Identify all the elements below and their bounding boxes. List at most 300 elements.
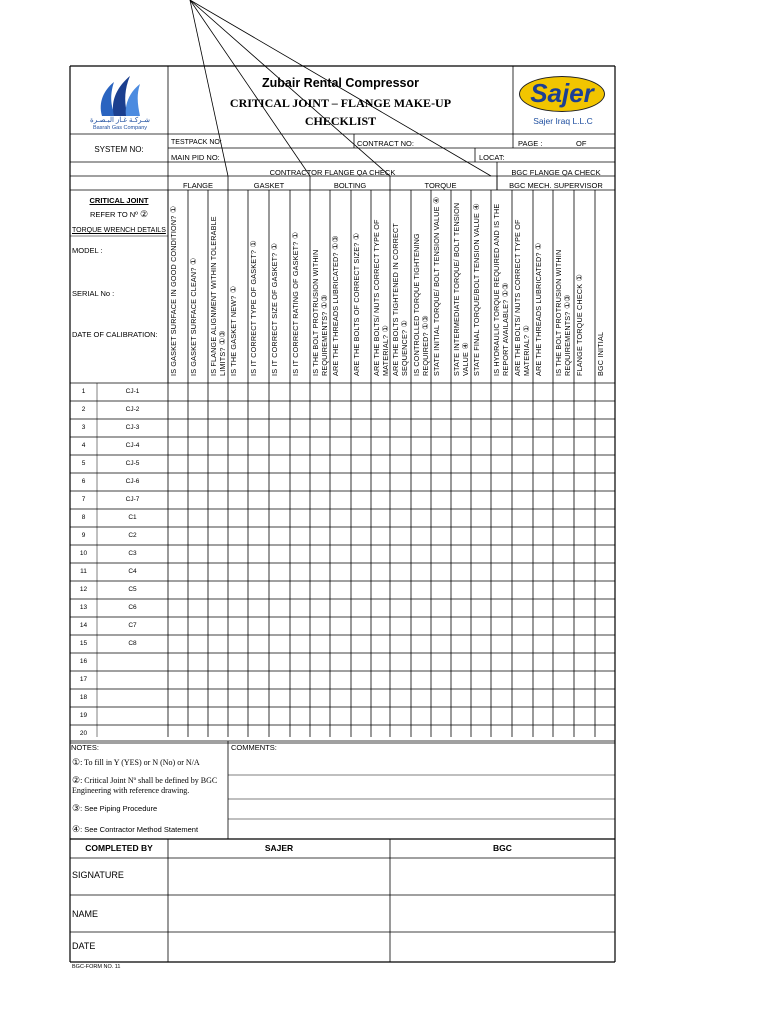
- check-cell[interactable]: [331, 600, 350, 616]
- check-cell[interactable]: [452, 456, 470, 472]
- check-cell[interactable]: [311, 546, 329, 562]
- check-cell[interactable]: [412, 474, 430, 490]
- check-cell[interactable]: [492, 492, 511, 508]
- check-cell[interactable]: [432, 582, 450, 598]
- check-cell[interactable]: [249, 600, 268, 616]
- check-cell[interactable]: [412, 618, 430, 634]
- check-cell[interactable]: [575, 600, 594, 616]
- check-cell[interactable]: [432, 654, 450, 670]
- check-cell[interactable]: [452, 726, 470, 742]
- check-cell[interactable]: [169, 690, 187, 706]
- check-cell[interactable]: [352, 492, 370, 508]
- check-cell[interactable]: [412, 672, 430, 688]
- check-cell[interactable]: [209, 726, 227, 742]
- check-cell[interactable]: [352, 474, 370, 490]
- check-cell[interactable]: [391, 726, 410, 742]
- check-cell[interactable]: [412, 708, 430, 724]
- check-cell[interactable]: [534, 618, 552, 634]
- check-cell[interactable]: [596, 384, 614, 400]
- check-cell[interactable]: [492, 474, 511, 490]
- check-cell[interactable]: [575, 456, 594, 472]
- check-cell[interactable]: [412, 564, 430, 580]
- check-cell[interactable]: [331, 726, 350, 742]
- check-cell[interactable]: [229, 726, 247, 742]
- check-cell[interactable]: [513, 690, 532, 706]
- check-cell[interactable]: [412, 402, 430, 418]
- check-cell[interactable]: [189, 474, 207, 490]
- check-cell[interactable]: [432, 618, 450, 634]
- check-cell[interactable]: [391, 672, 410, 688]
- check-cell[interactable]: [432, 474, 450, 490]
- check-cell[interactable]: [554, 528, 573, 544]
- check-cell[interactable]: [209, 456, 227, 472]
- check-cell[interactable]: [291, 438, 309, 454]
- bgc-date-field[interactable]: [391, 932, 614, 960]
- check-cell[interactable]: [249, 384, 268, 400]
- check-cell[interactable]: [169, 492, 187, 508]
- check-cell[interactable]: [452, 582, 470, 598]
- check-cell[interactable]: [189, 672, 207, 688]
- check-cell[interactable]: [534, 546, 552, 562]
- check-cell[interactable]: [189, 636, 207, 652]
- check-cell[interactable]: [472, 690, 490, 706]
- check-cell[interactable]: [331, 708, 350, 724]
- check-cell[interactable]: [331, 402, 350, 418]
- check-cell[interactable]: [249, 420, 268, 436]
- check-cell[interactable]: [209, 654, 227, 670]
- check-cell[interactable]: [372, 600, 389, 616]
- check-cell[interactable]: [575, 690, 594, 706]
- check-cell[interactable]: [270, 726, 289, 742]
- check-cell[interactable]: [432, 384, 450, 400]
- check-cell[interactable]: [432, 546, 450, 562]
- check-cell[interactable]: [189, 726, 207, 742]
- check-cell[interactable]: [596, 600, 614, 616]
- check-cell[interactable]: [372, 384, 389, 400]
- check-cell[interactable]: [472, 654, 490, 670]
- check-cell[interactable]: [472, 510, 490, 526]
- check-cell[interactable]: [189, 690, 207, 706]
- check-cell[interactable]: [391, 600, 410, 616]
- check-cell[interactable]: [189, 564, 207, 580]
- check-cell[interactable]: [291, 636, 309, 652]
- check-cell[interactable]: [534, 510, 552, 526]
- check-cell[interactable]: [270, 528, 289, 544]
- check-cell[interactable]: [270, 636, 289, 652]
- check-cell[interactable]: [270, 672, 289, 688]
- check-cell[interactable]: [311, 708, 329, 724]
- check-cell[interactable]: [189, 600, 207, 616]
- check-cell[interactable]: [229, 384, 247, 400]
- check-cell[interactable]: [596, 474, 614, 490]
- check-cell[interactable]: [249, 726, 268, 742]
- check-cell[interactable]: [249, 636, 268, 652]
- check-cell[interactable]: [575, 492, 594, 508]
- check-cell[interactable]: [596, 618, 614, 634]
- check-cell[interactable]: [270, 708, 289, 724]
- check-cell[interactable]: [291, 528, 309, 544]
- check-cell[interactable]: [352, 636, 370, 652]
- check-cell[interactable]: [209, 474, 227, 490]
- check-cell[interactable]: [311, 420, 329, 436]
- check-cell[interactable]: [249, 564, 268, 580]
- check-cell[interactable]: [249, 474, 268, 490]
- check-cell[interactable]: [432, 708, 450, 724]
- check-cell[interactable]: [311, 690, 329, 706]
- check-cell[interactable]: [189, 492, 207, 508]
- check-cell[interactable]: [189, 456, 207, 472]
- check-cell[interactable]: [575, 510, 594, 526]
- check-cell[interactable]: [534, 636, 552, 652]
- check-cell[interactable]: [412, 492, 430, 508]
- check-cell[interactable]: [554, 384, 573, 400]
- check-cell[interactable]: [391, 690, 410, 706]
- check-cell[interactable]: [412, 438, 430, 454]
- check-cell[interactable]: [391, 438, 410, 454]
- check-cell[interactable]: [249, 528, 268, 544]
- check-cell[interactable]: [452, 636, 470, 652]
- check-cell[interactable]: [311, 474, 329, 490]
- check-cell[interactable]: [270, 402, 289, 418]
- check-cell[interactable]: [513, 564, 532, 580]
- check-cell[interactable]: [575, 438, 594, 454]
- check-cell[interactable]: [575, 474, 594, 490]
- check-cell[interactable]: [513, 672, 532, 688]
- check-cell[interactable]: [169, 636, 187, 652]
- check-cell[interactable]: [352, 456, 370, 472]
- check-cell[interactable]: [291, 420, 309, 436]
- check-cell[interactable]: [596, 456, 614, 472]
- check-cell[interactable]: [311, 636, 329, 652]
- check-cell[interactable]: [169, 672, 187, 688]
- check-cell[interactable]: [513, 492, 532, 508]
- check-cell[interactable]: [492, 384, 511, 400]
- check-cell[interactable]: [352, 672, 370, 688]
- check-cell[interactable]: [472, 600, 490, 616]
- check-cell[interactable]: [311, 654, 329, 670]
- check-cell[interactable]: [575, 582, 594, 598]
- check-cell[interactable]: [596, 510, 614, 526]
- check-cell[interactable]: [169, 600, 187, 616]
- check-cell[interactable]: [352, 528, 370, 544]
- check-cell[interactable]: [291, 618, 309, 634]
- check-cell[interactable]: [270, 492, 289, 508]
- check-cell[interactable]: [270, 600, 289, 616]
- check-cell[interactable]: [391, 618, 410, 634]
- check-cell[interactable]: [472, 564, 490, 580]
- check-cell[interactable]: [472, 456, 490, 472]
- check-cell[interactable]: [412, 528, 430, 544]
- check-cell[interactable]: [452, 402, 470, 418]
- check-cell[interactable]: [432, 438, 450, 454]
- check-cell[interactable]: [372, 708, 389, 724]
- check-cell[interactable]: [209, 438, 227, 454]
- check-cell[interactable]: [554, 726, 573, 742]
- check-cell[interactable]: [554, 402, 573, 418]
- check-cell[interactable]: [472, 528, 490, 544]
- check-cell[interactable]: [352, 618, 370, 634]
- check-cell[interactable]: [352, 546, 370, 562]
- check-cell[interactable]: [311, 492, 329, 508]
- check-cell[interactable]: [472, 384, 490, 400]
- check-cell[interactable]: [452, 654, 470, 670]
- check-cell[interactable]: [352, 564, 370, 580]
- check-cell[interactable]: [331, 420, 350, 436]
- check-cell[interactable]: [169, 474, 187, 490]
- check-cell[interactable]: [492, 600, 511, 616]
- check-cell[interactable]: [291, 474, 309, 490]
- check-cell[interactable]: [391, 474, 410, 490]
- check-cell[interactable]: [209, 528, 227, 544]
- check-cell[interactable]: [412, 546, 430, 562]
- check-cell[interactable]: [596, 672, 614, 688]
- check-cell[interactable]: [311, 438, 329, 454]
- check-cell[interactable]: [229, 546, 247, 562]
- check-cell[interactable]: [209, 600, 227, 616]
- check-cell[interactable]: [189, 708, 207, 724]
- check-cell[interactable]: [169, 528, 187, 544]
- check-cell[interactable]: [472, 546, 490, 562]
- check-cell[interactable]: [270, 438, 289, 454]
- check-cell[interactable]: [472, 672, 490, 688]
- check-cell[interactable]: [270, 420, 289, 436]
- check-cell[interactable]: [229, 402, 247, 418]
- check-cell[interactable]: [311, 726, 329, 742]
- check-cell[interactable]: [169, 618, 187, 634]
- check-cell[interactable]: [372, 420, 389, 436]
- check-cell[interactable]: [472, 582, 490, 598]
- check-cell[interactable]: [596, 636, 614, 652]
- check-cell[interactable]: [596, 564, 614, 580]
- check-cell[interactable]: [372, 510, 389, 526]
- check-cell[interactable]: [554, 654, 573, 670]
- check-cell[interactable]: [352, 420, 370, 436]
- check-cell[interactable]: [331, 438, 350, 454]
- check-cell[interactable]: [472, 492, 490, 508]
- check-cell[interactable]: [492, 456, 511, 472]
- check-cell[interactable]: [513, 438, 532, 454]
- sajer-signature-field[interactable]: [169, 858, 389, 894]
- check-cell[interactable]: [209, 564, 227, 580]
- check-cell[interactable]: [209, 420, 227, 436]
- check-cell[interactable]: [249, 654, 268, 670]
- check-cell[interactable]: [311, 618, 329, 634]
- check-cell[interactable]: [534, 492, 552, 508]
- check-cell[interactable]: [331, 528, 350, 544]
- check-cell[interactable]: [534, 708, 552, 724]
- check-cell[interactable]: [492, 564, 511, 580]
- check-cell[interactable]: [291, 690, 309, 706]
- check-cell[interactable]: [270, 618, 289, 634]
- check-cell[interactable]: [596, 582, 614, 598]
- check-cell[interactable]: [391, 582, 410, 598]
- check-cell[interactable]: [554, 618, 573, 634]
- check-cell[interactable]: [492, 528, 511, 544]
- check-cell[interactable]: [291, 402, 309, 418]
- check-cell[interactable]: [472, 708, 490, 724]
- check-cell[interactable]: [331, 672, 350, 688]
- check-cell[interactable]: [229, 492, 247, 508]
- check-cell[interactable]: [352, 510, 370, 526]
- check-cell[interactable]: [270, 384, 289, 400]
- check-cell[interactable]: [534, 528, 552, 544]
- check-cell[interactable]: [229, 708, 247, 724]
- check-cell[interactable]: [513, 474, 532, 490]
- check-cell[interactable]: [209, 618, 227, 634]
- check-cell[interactable]: [472, 618, 490, 634]
- check-cell[interactable]: [452, 492, 470, 508]
- check-cell[interactable]: [596, 690, 614, 706]
- check-cell[interactable]: [492, 726, 511, 742]
- check-cell[interactable]: [229, 420, 247, 436]
- check-cell[interactable]: [270, 690, 289, 706]
- check-cell[interactable]: [352, 654, 370, 670]
- check-cell[interactable]: [229, 600, 247, 616]
- check-cell[interactable]: [169, 564, 187, 580]
- check-cell[interactable]: [412, 726, 430, 742]
- check-cell[interactable]: [229, 438, 247, 454]
- check-cell[interactable]: [270, 456, 289, 472]
- check-cell[interactable]: [391, 492, 410, 508]
- check-cell[interactable]: [372, 690, 389, 706]
- check-cell[interactable]: [432, 402, 450, 418]
- check-cell[interactable]: [391, 564, 410, 580]
- check-cell[interactable]: [372, 582, 389, 598]
- check-cell[interactable]: [554, 708, 573, 724]
- check-cell[interactable]: [311, 402, 329, 418]
- check-cell[interactable]: [554, 438, 573, 454]
- check-cell[interactable]: [432, 420, 450, 436]
- check-cell[interactable]: [311, 582, 329, 598]
- check-cell[interactable]: [596, 726, 614, 742]
- check-cell[interactable]: [270, 510, 289, 526]
- check-cell[interactable]: [432, 492, 450, 508]
- check-cell[interactable]: [352, 438, 370, 454]
- check-cell[interactable]: [249, 492, 268, 508]
- check-cell[interactable]: [492, 618, 511, 634]
- check-cell[interactable]: [513, 546, 532, 562]
- check-cell[interactable]: [513, 402, 532, 418]
- check-cell[interactable]: [452, 510, 470, 526]
- check-cell[interactable]: [554, 582, 573, 598]
- check-cell[interactable]: [513, 384, 532, 400]
- check-cell[interactable]: [291, 654, 309, 670]
- check-cell[interactable]: [291, 510, 309, 526]
- check-cell[interactable]: [209, 492, 227, 508]
- check-cell[interactable]: [270, 546, 289, 562]
- check-cell[interactable]: [331, 456, 350, 472]
- check-cell[interactable]: [492, 438, 511, 454]
- check-cell[interactable]: [249, 438, 268, 454]
- check-cell[interactable]: [372, 456, 389, 472]
- check-cell[interactable]: [492, 672, 511, 688]
- check-cell[interactable]: [452, 564, 470, 580]
- check-cell[interactable]: [209, 510, 227, 526]
- check-cell[interactable]: [452, 690, 470, 706]
- check-cell[interactable]: [189, 528, 207, 544]
- check-cell[interactable]: [331, 618, 350, 634]
- check-cell[interactable]: [209, 546, 227, 562]
- check-cell[interactable]: [492, 654, 511, 670]
- check-cell[interactable]: [291, 546, 309, 562]
- check-cell[interactable]: [209, 708, 227, 724]
- check-cell[interactable]: [513, 726, 532, 742]
- check-cell[interactable]: [270, 564, 289, 580]
- check-cell[interactable]: [554, 672, 573, 688]
- check-cell[interactable]: [229, 474, 247, 490]
- check-cell[interactable]: [575, 708, 594, 724]
- check-cell[interactable]: [291, 600, 309, 616]
- check-cell[interactable]: [554, 600, 573, 616]
- check-cell[interactable]: [472, 474, 490, 490]
- check-cell[interactable]: [291, 456, 309, 472]
- check-cell[interactable]: [229, 618, 247, 634]
- check-cell[interactable]: [452, 474, 470, 490]
- check-cell[interactable]: [575, 528, 594, 544]
- check-cell[interactable]: [492, 690, 511, 706]
- check-cell[interactable]: [331, 654, 350, 670]
- check-cell[interactable]: [372, 528, 389, 544]
- check-cell[interactable]: [209, 690, 227, 706]
- check-cell[interactable]: [189, 402, 207, 418]
- check-cell[interactable]: [331, 510, 350, 526]
- check-cell[interactable]: [249, 708, 268, 724]
- check-cell[interactable]: [291, 492, 309, 508]
- check-cell[interactable]: [575, 564, 594, 580]
- check-cell[interactable]: [534, 582, 552, 598]
- check-cell[interactable]: [372, 546, 389, 562]
- check-cell[interactable]: [575, 654, 594, 670]
- check-cell[interactable]: [492, 420, 511, 436]
- check-cell[interactable]: [311, 510, 329, 526]
- check-cell[interactable]: [554, 690, 573, 706]
- check-cell[interactable]: [472, 438, 490, 454]
- check-cell[interactable]: [391, 510, 410, 526]
- check-cell[interactable]: [229, 582, 247, 598]
- check-cell[interactable]: [372, 402, 389, 418]
- check-cell[interactable]: [534, 456, 552, 472]
- check-cell[interactable]: [513, 510, 532, 526]
- check-cell[interactable]: [209, 582, 227, 598]
- check-cell[interactable]: [229, 564, 247, 580]
- check-cell[interactable]: [472, 726, 490, 742]
- check-cell[interactable]: [412, 456, 430, 472]
- check-cell[interactable]: [331, 492, 350, 508]
- check-cell[interactable]: [534, 726, 552, 742]
- check-cell[interactable]: [513, 528, 532, 544]
- check-cell[interactable]: [596, 546, 614, 562]
- check-cell[interactable]: [189, 510, 207, 526]
- check-cell[interactable]: [534, 438, 552, 454]
- check-cell[interactable]: [169, 456, 187, 472]
- check-cell[interactable]: [492, 546, 511, 562]
- check-cell[interactable]: [452, 672, 470, 688]
- check-cell[interactable]: [372, 438, 389, 454]
- check-cell[interactable]: [331, 582, 350, 598]
- check-cell[interactable]: [513, 636, 532, 652]
- bgc-name-field[interactable]: [391, 895, 614, 931]
- check-cell[interactable]: [575, 420, 594, 436]
- check-cell[interactable]: [596, 438, 614, 454]
- check-cell[interactable]: [311, 564, 329, 580]
- check-cell[interactable]: [534, 384, 552, 400]
- check-cell[interactable]: [331, 546, 350, 562]
- check-cell[interactable]: [229, 456, 247, 472]
- check-cell[interactable]: [291, 708, 309, 724]
- check-cell[interactable]: [554, 564, 573, 580]
- check-cell[interactable]: [391, 456, 410, 472]
- check-cell[interactable]: [372, 672, 389, 688]
